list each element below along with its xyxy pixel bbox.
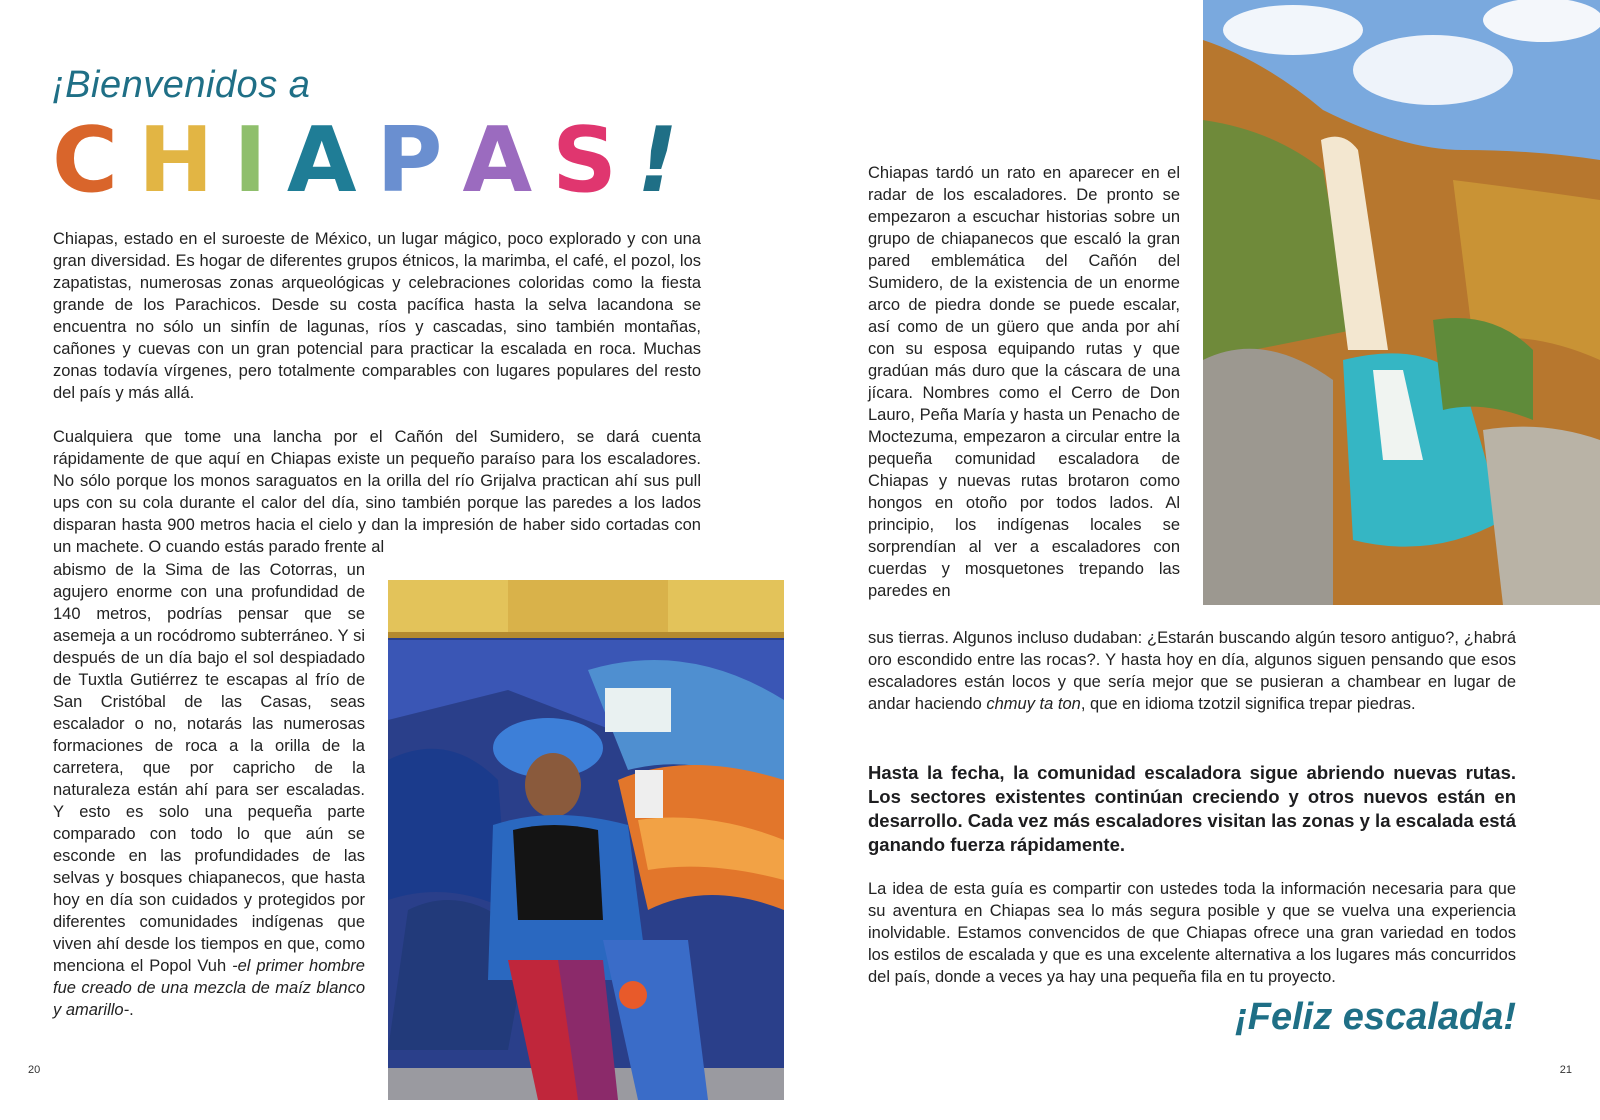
paragraph: Chiapas, estado en el suroeste de México, un lugar mágico, poco explorado y con una gran diversidad. Es hogar de diferentes grupos étnicos, la marimba, el café, el pozol, los zapatistas, numerosas zonas arqueológicas y celebraciones coloridas como la fiesta grande de los Parachicos. Desde su costa pacífica hasta la selva lacandona se encuentra no sólo un sinfín de lagunas, ríos y cascadas, sino también montañas, cañones y cuevas con un gran potencial para practicar la escalada en roca. Muchas zonas todavía vírgenes, pero totalmente comparables con lugares populares del resto del país y más allá. <box>53 230 701 402</box>
paragraph <box>53 559 365 1021</box>
title-letter: ! <box>637 108 679 213</box>
page-number: 21 <box>1559 1064 1572 1076</box>
right-text-column <box>868 162 1180 602</box>
paragraph-text: sus tierras. Algunos incluso dudaban: ¿Estarán buscando algún tesoro antiguo?, ¿habrá oro escondido entre las rocas?. Y hasta hoy en día, algunos siguen pensando que esos escaladores están locos y que sería mejor que se pusieran a chambear en lugar de andar haciendo <box>868 629 1516 713</box>
paragraph: Cualquiera que tome una lancha por el Cañón del Sumidero, se dará cuenta rápidamente de que aquí en Chiapas existe un pequeño paraíso para los escaladores. No sólo porque los monos saraguatos en la orilla del río Grijalva practican ahí sus pull ups con su cola durante el calor del día, sino también porque las paredes a los lados disparan hasta 900 metros hacia el cielo y dan la impresión de haber sido cortadas con un machete. O cuando estás parado frente al <box>53 428 701 556</box>
paragraph-end: , que en idioma tzotzil significa trepar piedras. <box>1080 695 1416 713</box>
closing-text-column <box>868 878 1516 988</box>
paragraph: La idea de esta guía es compartir con ustedes toda la información necesaria para que su aventura en Chiapas sea lo más segura posible y que se vuelva una experiencia inolvidable. Estamos convencidos de que Chiapas ofrece una gran variedad en todos los estilos de escalada y que es una excelente alternativa a los lugares más concurridos del país, donde a veces ya hay una pequeña fila en tu proyecto. <box>868 880 1516 986</box>
chiapas-title <box>52 108 679 213</box>
closing-heading: ¡Feliz escalada! <box>1235 996 1516 1038</box>
quote-end: . <box>129 1001 134 1019</box>
paragraph <box>868 627 1516 715</box>
paragraph: Chiapas tardó un rato en aparecer en el radar de los escaladores. De pronto se empezaron a escuchar historias sobre un grupo de chiapanecos que escaló la gran pared emblemática del Cañón del Sumidero, de la existencia de un enorme arco de piedra donde se puede escalar, así como de un güero que anda por ahí con su esposa equipando rutas y que gradúan más duro que la cáscara de una jícara. Nombres como el Cerro de Don Lauro, Peña María y hasta un Penacho de Moctezuma, empezaron a circular entre la pequeña comunidad escaladora de Chiapas y nuevas rutas brotaron como hongos en otoño por todos lados. Al principio, los indígenas locales se sorprendían al ver a escaladores con cuerdas y mosquetones trepando las paredes en <box>868 164 1180 600</box>
title-letter: P <box>376 108 463 213</box>
tzotzil-phrase: chmuy ta ton <box>986 695 1081 713</box>
right-wide-column <box>868 627 1516 715</box>
title-letter: A <box>462 108 553 213</box>
photo-waterfall <box>1203 0 1600 605</box>
intro-text-column <box>53 228 701 558</box>
paragraph-text: abismo de la Sima de las Cotorras, un agujero enorme con una profundidad de 140 metros, podrías pensar que se asemeja a un rocódromo subterráneo. Y si después de un día bajo el sol despiadado de Tuxtla Gutiérrez te escapas al frío de San Cristóbal de las Casas, seas escalador o no, notarás las numerosas formaciones de roca a la orilla de la carretera, que por capricho de la naturaleza están ahí para ser escaladas. Y esto es solo una pequeña parte comparado con todo lo que aún se esconde en las profundidades de las selvas y bosques chiapanecos, que hasta hoy en día son cuidados y protegidos por diferentes comunidades indígenas que viven ahí desde los tiempos en que, como menciona el Popol Vuh <box>53 561 365 975</box>
title-letter: C <box>52 108 139 213</box>
title-letter: H <box>138 108 234 213</box>
title-letter: I <box>233 108 287 213</box>
highlight-paragraph: Hasta la fecha, la comunidad escaladora sigue abriendo nuevas rutas. Los sectores existentes continúan creciendo y otros nuevos están en desarrollo. Cada vez más escaladores visitan las zonas y la escalada está ganando fuerza rápidamente. <box>868 762 1516 855</box>
title-letter: S <box>552 108 637 213</box>
photo-indigenous-woman-mural <box>388 580 784 1100</box>
popol-vuh-quote: -el primer hombre fue creado de una mezcla de maíz blanco y amarillo- <box>53 957 365 1019</box>
title-letter: A <box>286 108 377 213</box>
intro-heading: ¡Bienvenidos a <box>52 64 311 106</box>
page-number: 20 <box>28 1064 41 1076</box>
narrow-text-column <box>53 559 365 1021</box>
